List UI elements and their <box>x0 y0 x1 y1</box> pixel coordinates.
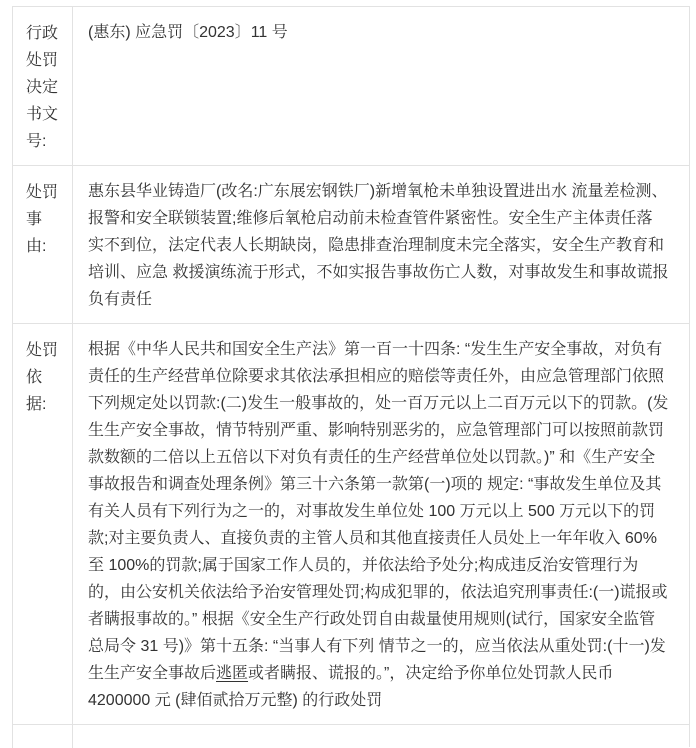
penalty-basis-text-before: 根据《中华人民共和国安全生产法》第一百一十四条: “发生生产安全事故，对负有责任的生产经营单位除要求其依法承担相应的赔偿等责任外，由应急管理部门依照下列规定处以罚款:(二)发生一般事故的，处一百万元以上二百万元以下的罚款。(发生生产安全事故，情节特别严重、影响特别恶劣的，应急管理部门可以按照前款罚款数额的二倍以上五倍以下对负有责任的生产经营单位处以罚款。)” 和《生产安全事故报告和调查处理条例》第三十六条第一款第(一)项的 规定: “事故发生单位及其有关人员有下列行为之一的，对事故发生单位处 100 万元以上 500 万元以下的罚款;对主要负责人、直接负责的主管人员和其他直接责任人员处上一年年收入 60%至 100%的罚款;属于国家工作人员的，并依法给予处分;构成违反治安管理行为的，由公安机关依法给予治安管理处罚;构成犯罪的，依法追究刑事责任:(一)谎报或者瞒报事故的。” 根据《安全生产行政处罚自由裁量使用规则(试行，国家安全监管总局令 31 号)》第十五条: “当事人有下列 情节之一的，应当依法从重处罚:(十一)发生生产安全事故后 <box>88 341 669 682</box>
partial-content-cell <box>73 725 690 747</box>
penalty-reason-label: 处罚事由: <box>12 166 73 323</box>
penalty-basis-value <box>73 324 690 724</box>
table-next-row-partial <box>12 725 690 731</box>
penalty-basis-label: 处罚依据: <box>12 324 73 724</box>
penalty-basis-underlined-term: 逃匿 <box>216 665 249 682</box>
penalty-basis-text-after: 或者瞒报、谎报的。”，决定给予你单位处罚款人民币 4200000 元 (肆佰贰拾万元整) 的行政处罚 <box>88 665 614 709</box>
doc-number-value: (惠东) 应急罚〔2023〕11 号 <box>73 7 690 165</box>
doc-number-label: 行政处罚决定书文号: <box>12 7 73 165</box>
table-row-penalty-basis <box>12 324 690 725</box>
partial-label-cell <box>12 725 73 748</box>
table-row-penalty-reason <box>12 166 690 324</box>
table-row-doc-number <box>12 7 690 166</box>
penalty-reason-value: 惠东县华业铸造厂(改名:广东展宏钢铁厂)新增氧枪未单独设置进出水 流量差检测、报警和安全联锁装置;维修后氧枪启动前未检查管件紧密性。安全生产主体责任落 实不到位，法定代表人长期缺岗，隐患排查治理制度未完全落实，安全生产教育和培训、应急 救援演练流于形式，不如实报告事故伤亡人数，对事故发生和事故谎报负有责任 <box>73 166 690 323</box>
penalty-decision-table <box>12 6 690 731</box>
